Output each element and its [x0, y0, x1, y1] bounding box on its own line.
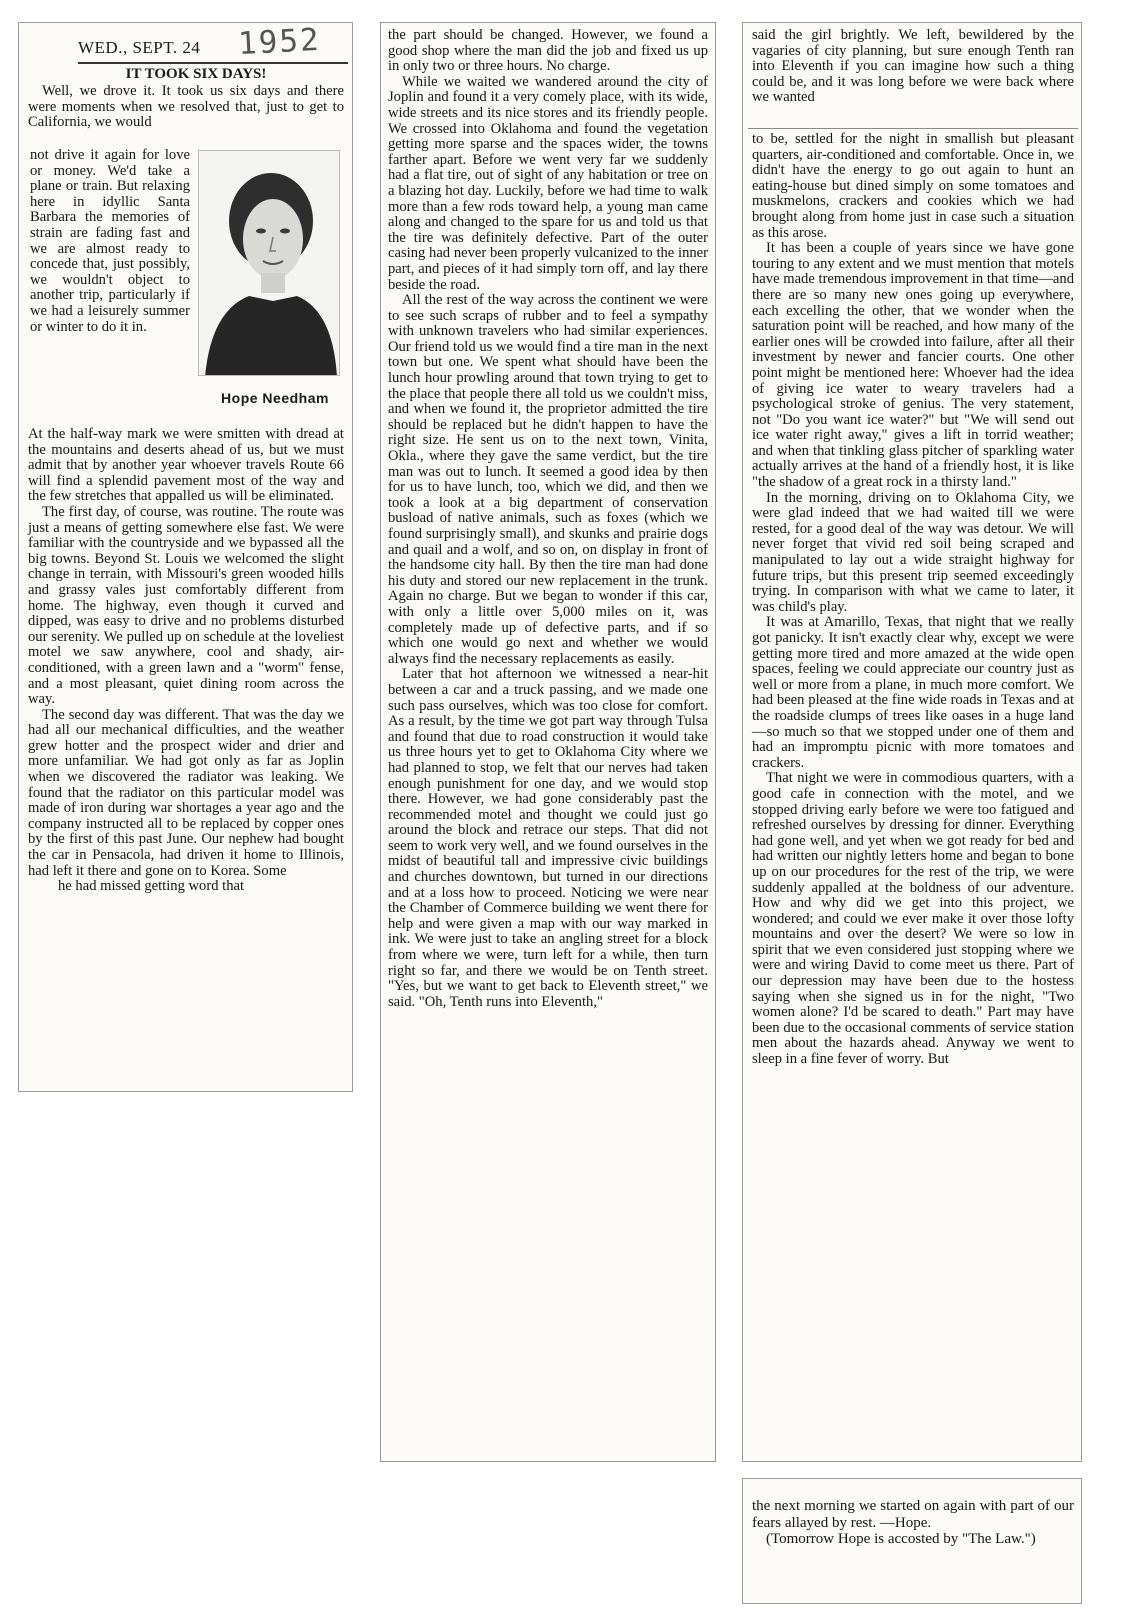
paragraph: the part should be changed. However, we found a good shop where the man did the job and fixed us up in only two or three hours. No charge.: [388, 27, 708, 75]
column-3-body: [752, 132, 1074, 1068]
paragraph: It has been a couple of years since we have gone touring to any extent and we must mention that motels have made tremendous improvement in that time—and there are so many new ones going up everywhere, each excelling the other, that we wonder when the saturation point will be reached, and how many of the earlier ones will be crowded into failure, after all their investment by newer and fancier courts. One other point might be mentioned here: Whoever had the idea of giving ice water to weary travelers had a psychological stroke of genius. The very statement, not "Do you want ice water?" but "We will send out ice water right away," gives a lift in torrid weather; and when that tinkling glass pitcher of sparkling water actually arrives at the hand of a friendly host, it is like "the shadow of a great rock in a thirsty land.": [752, 240, 1074, 491]
column-1-inset-text: not drive it again for love or money. We'd take a plane or train. But relaxing here in idyllic Santa Barbara the memories of strain are fading fast and we are almost ready to concede that, just possibly, we wouldn't object to another trip, particularly if we had a leisurely summer or winter to do it in.: [30, 147, 190, 335]
paragraph: All the rest of the way across the continent we were to see such scraps of rubber and to feel a sympathy with unknown travelers who had similar experiences. Our friend told us we would find a tire man in the next town but one. We spent what should have been the lunch hour prowling around that town trying to get to the place that people there all told us we couldn't miss, and when we found it, the proprietor admitted the tire should be replaced but he didn't happen to have the right size. He sent us on to the next town, Vinita, Okla., where they gave the same verdict, but the tire man was out to lunch. It seemed a good idea by then for us to have lunch, too, which we did, and then we took a look at a big department of conservation busload of native animals, such as foxes (which we found surprisingly small), and skunks and prairie dogs and quail and a wolf, and so on, on display in front of the handsome city hall. By then the tire man had done his duty and stored our new replacement in the trunk. Again no charge. But we began to wonder if this car, with only a little over 5,000 miles on it, was completely made up of defective parts, and if so which one would go next and whether we would always find the necessary replacements as easily.: [388, 292, 708, 667]
date-text: WED., SEPT. 24: [78, 38, 201, 57]
author-portrait: [198, 150, 340, 376]
paragraph: he had missed getting word that: [58, 878, 245, 895]
intro-paragraph: Well, we drove it. It took us six days and there were moments when we resolved that, just to get to California, we would: [28, 83, 344, 131]
paragraph: It was at Amarillo, Texas, that night that we really got panicky. It isn't exactly clear why, except we were getting more tired and more amazed at the wide open spaces, feeling we could appreciate our country just as well or more from a plane, in much more comfort. We had been pleased at the fine wide roads in Texas and at the roadside clumps of trees like oases in a huge land—so much so that we stopped under one of them and had an impromptu picnic with more tomatoes and crackers.: [752, 614, 1074, 771]
column-3-bottom: [752, 1498, 1074, 1548]
closing-paragraph: the next morning we started on again with part of our fears allayed by rest. —Hope.: [752, 1498, 1074, 1531]
column-3-top: [752, 28, 1074, 106]
paragraph: The first day, of course, was routine. The route was just a means of getting somewhere else fast. We were familiar with the countryside and we bypassed all the big towns. Beyond St. Louis we welcomed the slight change in terrain, with Missouri's green wooded hills and grassy vales just comfortably different from home. The highway, even though it curved and dipped, was easy to drive and no problems disturbed our serenity. We pulled up on schedule at the loveliest motel we saw anywhere, cool and shady, air-conditioned, with a green lawn and a "worm" fense, and a most pleasant, quiet dining room across the way.: [28, 503, 344, 708]
column-1-intro: [28, 84, 344, 131]
paragraph: That night we were in commodious quarters, with a good cafe in connection with the motel, and we stopped driving early before we were too fatigued and refreshed ourselves by dressing for dinner. Everything had gone well, and yet when we got ready for bed and had written our nightly letters home and began to bone up on our procedures for the rest of the trip, we were suddenly appalled at the boldness of our adventure. How and why did we get into this project, we wondered; and could we ever make it over those lofty mountains and over the desert? We were so low in spirit that we even considered just stopping where we were and wiring David to come meet us there. Part of our depression may have been due to the hostess saying when she signed us in for the night, "Two women alone? I'd be scared to death." Part may have been due to the occasional comments of service station men about the hazards ahead. Anyway we went to sleep in a fine fever of worry. But: [752, 770, 1074, 1068]
article-headline: IT TOOK SIX DAYS!: [125, 66, 267, 82]
photo-caption: Hope Needham: [221, 390, 329, 406]
paragraph: said the girl brightly. We left, bewildered by the vagaries of city planning, but sure enough Tenth ran into Eleventh if you can imagine how such a thing could be, and it was long before we were back where we wanted: [752, 27, 1074, 106]
paragraph: In the morning, driving on to Oklahoma City, we were glad indeed that we had waited till we were rested, for a good deal of the way was detour. We will never forget that vivid red soil being scraped and manipulated to lay out a wide straight highway for future trips, but this present trip seemed exceedingly trying. In comparison with what we came to later, it was child's play.: [752, 489, 1074, 615]
portrait-image: [199, 151, 340, 376]
dateline: [78, 21, 348, 64]
paragraph: to be, settled for the night in smallish but pleasant quarters, air-conditioned and comfortable. Once in, we didn't have the energy to go out again to hunt an eating-house but dined simply on some tomatoes and muskmelons, crackers and cookies which we had brought along from home just in case such a situation as this arose.: [752, 131, 1074, 241]
teaser-paragraph: (Tomorrow Hope is accosted by "The Law."): [766, 1531, 1036, 1547]
handwritten-year: 1952: [237, 21, 322, 63]
paragraph: While we waited we wandered around the city of Joplin and found it a very comely place, with its wide, wide streets and its nice stores and its friendly people. We crossed into Oklahoma and found the vegetation getting more sparse and the spaces wider, the towns farther apart. Before we went very far we suddenly had a flat tire, out of sight of any habitation or tree on a blazing hot day. Luckily, before we had time to walk more than a few rods toward help, a young man came along and changed to the spare for us and told us that the tire was definitely defective. Part of the outer casing had never been properly vulcanized to the inner part, and pieces of it had simply torn off, and lay there beside the road.: [388, 73, 708, 293]
paragraph: The second day was different. That was the day we had all our mechanical difficulties, and the weather grew hotter and the prospect wider and drier and more unfamiliar. We had got only as far as Joplin when we discovered the radiator was leaking. We found that the radiator on this particular model was made of iron during war shortages a year ago and the company instructed all to be replaced by copper ones by the first of this past June. Our nephew had bought the car in Pensacola, had driven it home to Illinois, had left it there and gone on to Korea. Some: [28, 706, 344, 879]
clipping-seam: [748, 128, 1078, 129]
paragraph: Later that hot afternoon we witnessed a near-hit between a car and a truck passing, and we made one such pass ourselves, which was too close for comfort. As a result, by the time we got part way through Tulsa and found that due to road construction it would take us three hours yet to get to Oklahoma City where we had planned to stop, we felt that our nerves had taken enough punishment for one day, and we would stop there. However, we had gone considerably past the recommended motel and thought we could just go around the block and retrace our steps. That did not seem to work very well, and we found ourselves in the midst of beautiful tall and impressive civic buildings and churches downtown, but turned in our directions and at a loss how to proceed. Noticing we were near the Chamber of Commerce building we went there for help and were given a map with our way marked in ink. We were just to take an angling street for a block from where we were, turn left for a while, then turn right so far, and there we would be on Tenth street. "Yes, but we want to get back to Eleventh street," we said. "Oh, Tenth runs into Eleventh,": [388, 666, 708, 1010]
column-2-body: [388, 28, 708, 1010]
paragraph: At the half-way mark we were smitten with dread at the mountains and deserts ahead of us, but we must admit that by another year whoever travels Route 66 will find a splendid pavement most of the way and the few stretches that appalled us will be eliminated.: [28, 426, 344, 505]
column-1-body: [28, 427, 344, 895]
